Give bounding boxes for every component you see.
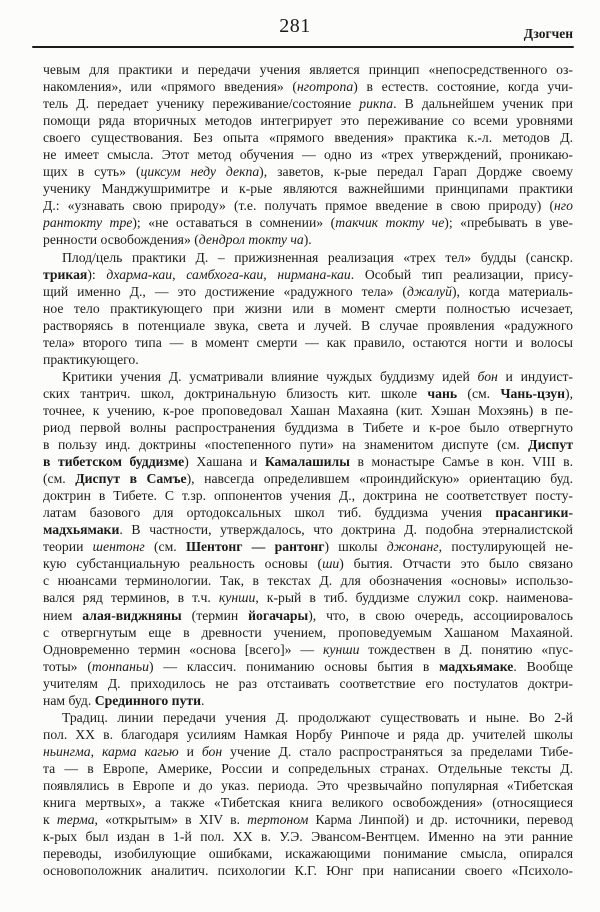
text-line: кую субстанциальную реальность основы (ши) бытия. Отчасти это было связано	[43, 556, 573, 572]
text-line: теории шентонг (см. Шентонг — рантонг) школы джонанг, постулирующей не-	[43, 539, 573, 555]
text-line: Д.: «узнавать свою природу» (т.е. получать прямое введение в свою природу) (нго	[43, 198, 573, 214]
running-title: Дзогчен	[523, 26, 573, 41]
text-line: вался ряд терминов, в т.ч. кунши, к-рый в тиб. буддизме служил сокр. наименова-	[43, 590, 573, 606]
text-line: ньингма, карма кагью и бон учение Д. стало распространяться за пределами Тибе-	[43, 743, 573, 759]
text-line: учителям Д. приходилось не раз отстаивать соответствие его постулатов доктри-	[43, 675, 573, 691]
text-line: мадхьямаки. В частности, утверждалось, что доктрина Д. подобна этерналистской	[43, 522, 573, 538]
text-line: ученику Манджушримитре и к-рые являются важнейшими принципами практики	[43, 181, 573, 197]
text-line: рантокту тре); «не оставаться в сомнении» (такчик токту че); «пребывать в уве-	[43, 215, 573, 231]
text-line: щий именно Д., — это достижение «радужного тела» (джалуй), когда материаль-	[43, 283, 573, 299]
text-line: Плод/цель практики Д. – прижизненная реализация «трех тел» будды (санскр.	[62, 249, 573, 265]
text-line: практикующего.	[43, 351, 139, 367]
text-line: доктрин в Тибете. С т.зр. оппонентов учения Д., доктрина не соответствует посту-	[43, 488, 573, 504]
page-header	[43, 0, 573, 50]
text-line: Традиц. линии передачи учения Д. продолжают существовать и ныне. Во 2-й	[62, 709, 573, 725]
text-line: тоты» (тонпаньи) — классич. пониманию основы бытия в мадхьямаке. Вообще	[43, 658, 573, 674]
text-line: риод первой волны распространения буддизма в Тибете и к-рое было отвергнуто	[43, 419, 573, 435]
text-line: в тибетском буддизме) Хашана и Камалашилы в монастыре Самъе в кон. VIII в.	[43, 454, 573, 470]
text-line: книга мертвых», а также «Тибетская книга великого освобождения» (относящиеся	[43, 795, 573, 811]
text-line: тела» второго типа — в момент смерти — как правило, остаются ногти и волосы	[43, 334, 573, 350]
text-line: латам базового для ортодоксальных школ тиб. буддизма учения прасангики-	[43, 505, 573, 521]
text-line: накомления», или «прямого введения» (нготропа) в естеств. состояние, когда учи-	[43, 79, 573, 95]
text-line: нием алая-виджняны (термин йогачары), что, в свою очередь, ассоциировалось	[43, 607, 573, 623]
text-line: не имеет смысла. Этот метод обучения — одно из «трех утверждений, проникаю-	[43, 147, 573, 163]
text-line: своего существования. Без опыта «прямого введения» практика к.-л. методов Д.	[43, 130, 573, 146]
text-line: с нюансами терминологии. Так, в текстах Д. для обозначения «основы» использо-	[43, 573, 573, 589]
text-line: к терма, «открытым» в XIV в. тертоном Карма Линпой) и др. источники, перевод	[43, 812, 573, 828]
text-line: переводы, изобилующие ошибками, искажающими понимание смысла, опирался	[43, 846, 573, 862]
text-line: пол. XX в. благодаря усилиям Намкая Норбу Ринпоче и ряда др. учителей школы	[43, 726, 573, 742]
text-line: к-рых был издан в 1-й пол. XX в. У.Э. Эвансом-Вентцем. Именно на эти ранние	[43, 829, 573, 845]
text-line: точнее, к учению, к-рое проповедовал Хашан Махаяна (кит. Хэшан Мохэянь) в пе-	[43, 402, 573, 418]
text-line: ренности освобождения» (дендрол токту ча).	[43, 232, 312, 248]
text-line: трикая): дхарма-каи, самбхога-каи, нирмана-каи. Особый тип реализации, прису-	[43, 266, 573, 282]
page-number: 281	[279, 15, 311, 37]
text-line: та — в Европе, Америке, России и сопредельных странах. Отдельные тексты Д.	[43, 760, 573, 776]
text-line: Одновременно термин «основа [всего]» — кунши тождествен в Д. понятию «пус-	[43, 641, 573, 657]
text-line: ских тантрич. школ, доктринальную близость кит. школе чань (см. Чань-цзун),	[43, 385, 573, 401]
text-line: ное тело практикующего при жизни или в момент смерти полностью исчезает,	[43, 300, 573, 316]
text-line: чевым для практики и передачи учения является принцип «непосредственного оз-	[43, 62, 573, 77]
text-line: основоположник аналитич. психологии К.Г. Юнг при написании своего «Психоло-	[43, 863, 573, 879]
text-line: растворяясь в потенциале звука, света и лучей. В случае проявления «радужного	[43, 317, 573, 333]
page-text	[43, 61, 573, 879]
text-line: тель Д. передает ученику переживание/состояние рикпа. В дальнейшем ученик при	[43, 96, 573, 112]
text-line: (см. Диспут в Самъе), навсегда определившем «проиндийскую» ориентацию буд.	[43, 471, 573, 487]
text-line: в пользу инд. доктрины «постепенного пути» на знаменитом диспуте (см. Диспут	[43, 437, 573, 453]
text-line: появлялись в Европе и до указ. периода. Это чрезвычайно популярная «Тибетская	[43, 777, 573, 793]
header-rule	[32, 46, 574, 48]
text-line: нам буд. Срединного пути.	[43, 692, 205, 708]
text-line: с отвергнутым еще в древности учением, проповедуемым Хашаном Махаяной.	[43, 624, 573, 640]
text-line: помощи ряда вторичных методов интегрирует это переживание со всеми уровнями	[43, 113, 573, 129]
text-line: Критики учения Д. усматривали влияние чуждых буддизму идей бон и индуист-	[62, 368, 573, 384]
text-line: щих в суть» (циксум неду декпа), заветов, к-рые передал Гарап Дордже своему	[43, 164, 573, 180]
